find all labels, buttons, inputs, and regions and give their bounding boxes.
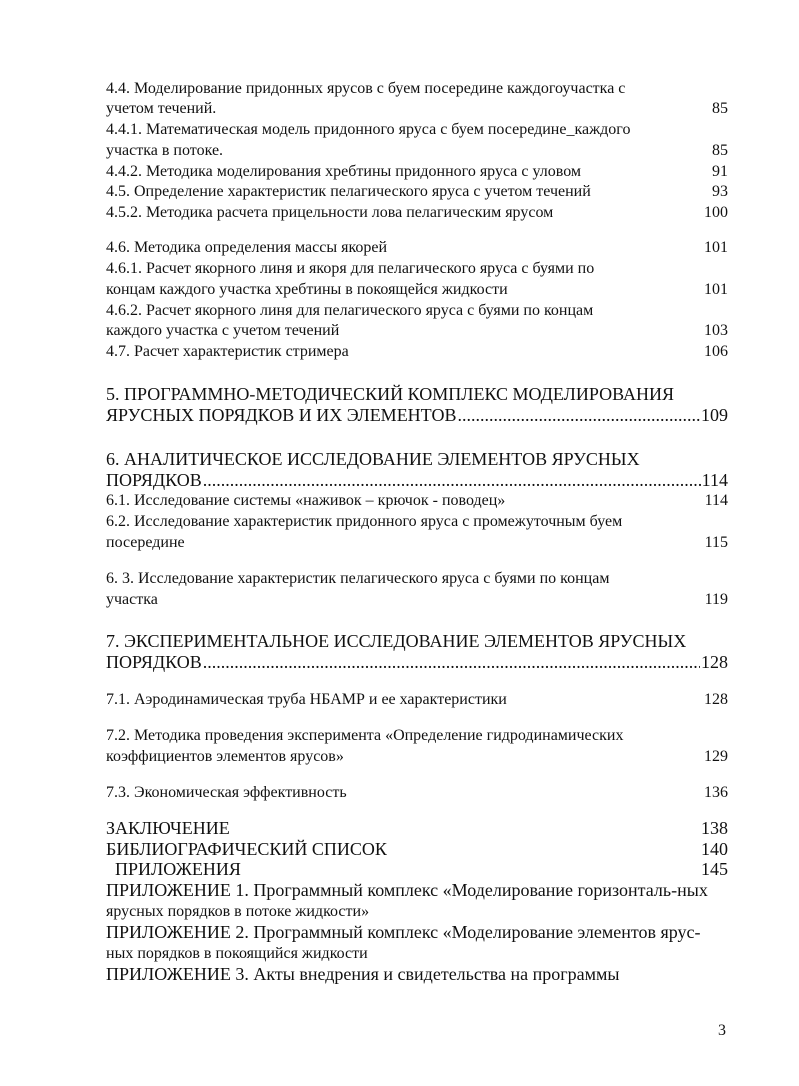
- toc-line: 6.2. Исследование характеристик придонного яруса с промежуточным буем: [106, 513, 623, 530]
- toc-line: 4.4.1. Математическая модель придонного яруса с буем посередине_каждого: [106, 121, 631, 138]
- toc-line: 4.5.2. Методика расчета прицельности лова пелагическим ярусом 100: [106, 204, 728, 221]
- toc-line: БИБЛИОГРАФИЧЕСКИЙ СПИСОК 140: [106, 839, 728, 859]
- toc-page-number: 114: [701, 470, 728, 490]
- toc-page-number: 138: [701, 818, 728, 838]
- toc-line: ЗАКЛЮЧЕНИЕ 138: [106, 818, 728, 838]
- toc-page-number: 103: [704, 322, 728, 339]
- toc-line: 4.4. Моделирование придонных ярусов с буем посередине каждогоучастка с: [106, 80, 626, 97]
- toc-page-number: 129: [704, 748, 728, 765]
- toc-line: ПРИЛОЖЕНИЕ 1. Программный комплекс «Моделирование горизонталь-ных: [106, 880, 708, 900]
- toc-line: 7.3. Экономическая эффективность 136: [106, 784, 728, 801]
- toc-page-number: 140: [701, 839, 728, 859]
- toc-chapter-line: ПОРЯДКОВ ..... 114: [106, 470, 728, 490]
- toc-line: ПРИЛОЖЕНИЕ 2. Программный комплекс «Моделирование элементов ярус-: [106, 922, 701, 942]
- toc-line: 7.1. Аэродинамическая труба НБАМР и ее характеристики 128: [106, 691, 728, 708]
- toc-line: посередине 115: [106, 534, 728, 551]
- toc-chapter-line: 6. АНАЛИТИЧЕСКОЕ ИССЛЕДОВАНИЕ ЭЛЕМЕНТОВ ЯРУСНЫХ: [106, 449, 640, 469]
- page-number: 3: [718, 1022, 726, 1039]
- toc-line: ярусных порядков в потоке жидкости»: [106, 903, 370, 920]
- toc-line: 4.6. Методика определения массы якорей 101: [106, 239, 728, 256]
- toc-page-number: 93: [712, 183, 728, 200]
- toc-line: 4.4.2. Методика моделирования хребтины придонного яруса с уловом 91: [106, 163, 728, 180]
- toc-line: 4.6.1. Расчет якорного линя и якоря для пелагического яруса с буями по: [106, 260, 595, 277]
- toc-line: ПРИЛОЖЕНИЕ 3. Акты внедрения и свидетельства на программы: [106, 964, 620, 984]
- toc-page-number: 128: [701, 652, 728, 672]
- toc-page-number: 136: [704, 784, 728, 801]
- toc-chapter-line: ЯРУСНЫХ ПОРЯДКОВ И ИХ ЭЛЕМЕНТОВ ..... 109: [106, 405, 728, 425]
- toc-page-number: 106: [704, 343, 728, 360]
- toc-page-number: 128: [704, 691, 728, 708]
- toc-line: участка в потоке. 85: [106, 142, 728, 159]
- toc-line: 6. 3. Исследование характеристик пелагического яруса с буями по концам: [106, 570, 610, 587]
- toc-page-number: 101: [704, 281, 728, 298]
- toc-line: ПРИЛОЖЕНИЯ 145: [106, 859, 728, 879]
- toc-line: 4.5. Определение характеристик пелагического яруса с учетом течений 93: [106, 183, 728, 200]
- toc-line: 6.1. Исследование системы «наживок – крючок - поводец» 114: [106, 492, 728, 509]
- toc-page-number: 119: [704, 591, 728, 608]
- toc-line: учетом течений. 85: [106, 100, 728, 117]
- toc-page-number: 100: [704, 204, 728, 221]
- toc-chapter-line: 7. ЭКСПЕРИМЕНТАЛЬНОЕ ИССЛЕДОВАНИЕ ЭЛЕМЕНТОВ ЯРУСНЫХ: [106, 631, 687, 651]
- toc-line: коэффициентов элементов ярусов» 129: [106, 748, 728, 765]
- toc-page-number: 115: [704, 534, 728, 551]
- toc-page-number: 91: [712, 163, 728, 180]
- toc-page-number: 85: [712, 100, 728, 117]
- toc-line: участка 119: [106, 591, 728, 608]
- toc-line: 4.7. Расчет характеристик стримера 106: [106, 343, 728, 360]
- toc-page-number: 145: [701, 859, 728, 879]
- toc-chapter-line: 5. ПРОГРАММНО-МЕТОДИЧЕСКИЙ КОМПЛЕКС МОДЕЛИРОВАНИЯ: [106, 384, 674, 404]
- toc-line: ных порядков в покоящийся жидкости: [106, 945, 368, 962]
- toc-page-number: 101: [704, 239, 728, 256]
- toc-line: концам каждого участка хребтины в покоящейся жидкости 101: [106, 281, 728, 298]
- toc-line: 7.2. Методика проведения эксперимента «Определение гидродинамических: [106, 727, 624, 744]
- toc-page-number: 85: [712, 142, 728, 159]
- toc-page-number: 109: [701, 405, 728, 425]
- toc-chapter-line: ПОРЯДКОВ ..... 128: [106, 652, 728, 672]
- toc-page-number: 114: [704, 492, 728, 509]
- toc-line: 4.6.2. Расчет якорного линя для пелагического яруса с буями по концам: [106, 302, 594, 319]
- toc-line: каждого участка с учетом течений 103: [106, 322, 728, 339]
